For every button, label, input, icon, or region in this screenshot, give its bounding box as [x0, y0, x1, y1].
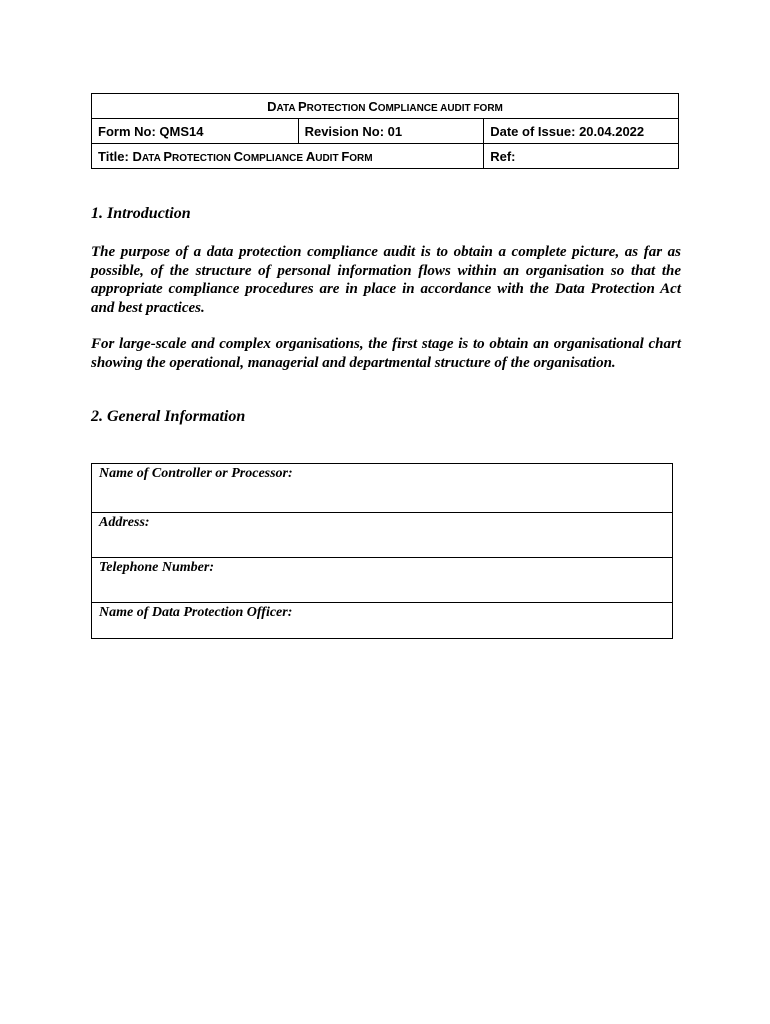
- document-title-part: OMPLIANCE: [243, 152, 306, 164]
- document-title-part: C: [233, 148, 244, 164]
- reference: Ref:: [484, 144, 679, 169]
- form-number: Form No: QMS14: [92, 119, 299, 144]
- document-title: [92, 144, 484, 169]
- data-protection-officer-field[interactable]: Name of Data Protection Officer:: [92, 603, 673, 639]
- intro-paragraph-1: The purpose of a data protection compliance audit is to obtain a complete picture, as far as possible, of the structure of personal information flows within an organisation so that the appropriate compliance procedures are in place in accordance with the Data Protection Act and best practices.: [91, 244, 681, 316]
- document-title-part: ROTECTION: [171, 152, 234, 164]
- document-title-part: F: [341, 148, 350, 164]
- general-information-table: [91, 463, 673, 639]
- document-title-part: ATA: [141, 152, 164, 164]
- document-title-part: D: [132, 148, 142, 164]
- form-title-part: D: [267, 98, 277, 114]
- address-field[interactable]: Address:: [92, 513, 673, 558]
- intro-paragraph-2: For large-scale and complex organisations, the first stage is to obtain an organisational chart showing the operational, managerial and departmental structure of the organisation.: [91, 336, 681, 371]
- document-title-part: A: [305, 148, 316, 164]
- document-title-part: P: [163, 148, 172, 164]
- revision-number: Revision No: 01: [298, 119, 484, 144]
- controller-or-processor-field[interactable]: Name of Controller or Processor:: [92, 464, 673, 513]
- form-title-part: ATA: [276, 102, 298, 114]
- document-title-text: [132, 149, 372, 164]
- form-header-table: [91, 93, 679, 169]
- document-title-label: Title:: [98, 148, 133, 164]
- section-2-heading: 2. General Information: [91, 408, 246, 425]
- document-title-part: ORM: [349, 152, 373, 164]
- section-1-heading: 1. Introduction: [91, 205, 191, 222]
- telephone-number-field[interactable]: Telephone Number:: [92, 558, 673, 603]
- date-of-issue: Date of Issue: 20.04.2022: [484, 119, 679, 144]
- form-title-part: C: [368, 98, 378, 114]
- form-title-part: P: [297, 98, 307, 114]
- form-title-part: OMPLIANCE AUDIT FORM: [377, 102, 503, 114]
- document-title-part: UDIT: [315, 152, 342, 164]
- form-title-part: ROTECTION: [306, 102, 369, 114]
- form-title: [92, 94, 679, 119]
